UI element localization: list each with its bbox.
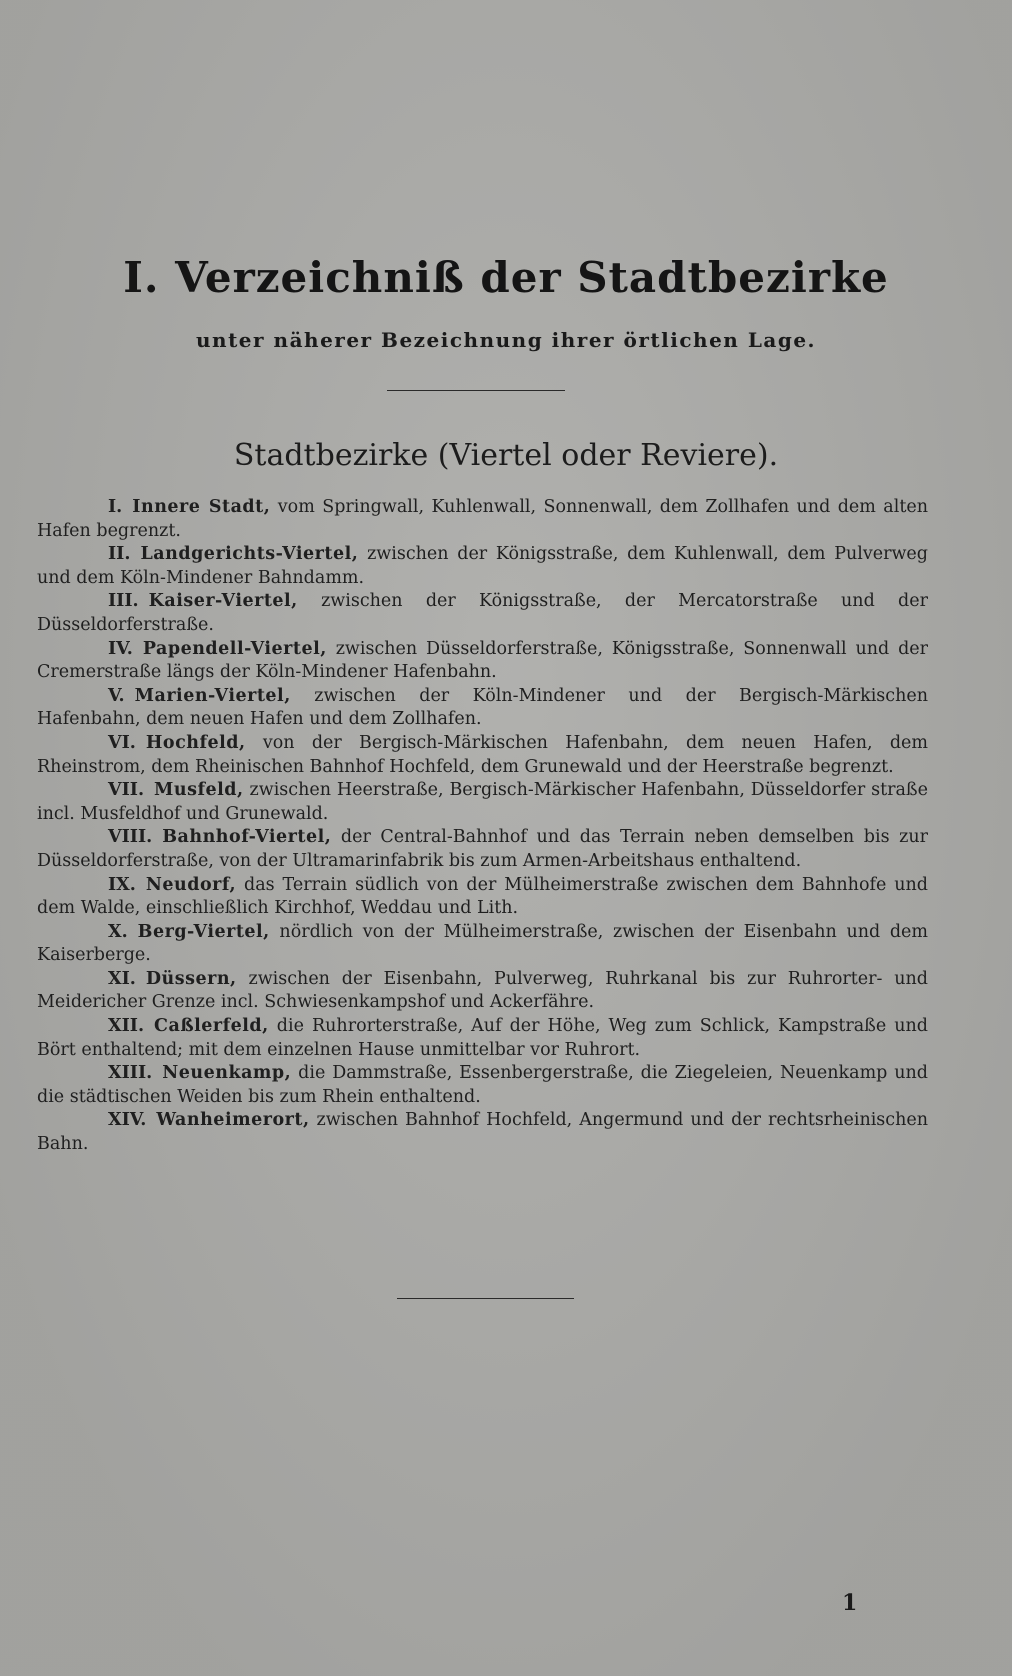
district-entry [37,1015,928,1062]
district-numeral: I. [108,497,123,517]
district-numeral: XIII. [108,1063,153,1084]
section-heading: Stadtbezirke (Viertel oder Reviere). [233,438,779,473]
district-name: Musfeld, [154,780,244,801]
district-numeral: IX. [108,874,136,895]
page-subtitle: unter näherer Bezeichnung ihrer örtlichen Lage. [195,328,817,352]
district-entry [37,1062,928,1109]
top-divider [387,390,565,391]
district-description: zwischen Düsseldorferstraße, Königsstraße, Sonnenwall und der Cremerstraße längs der Köln-Mindener Hafenbahn. [37,638,928,683]
page-title: I. Verzeichniß der Stadtbezirke [123,253,889,302]
district-description: von der Bergisch-Märkischen Hafenbahn, dem neuen Hafen, dem Rheinstrom, dem Rheinischen Bahnhof Hochfeld, dem Grunewald und der Heerstraße begrenzt. [37,732,928,777]
district-name: Hochfeld, [145,732,246,753]
district-description: zwischen Heerstraße, Bergisch-Märkischer Hafenbahn, Düsseldorfer straße incl. Musfeldhof und Grunewald. [37,780,928,824]
district-numeral: II. [108,544,131,565]
district-description: zwischen der Königsstraße, der Mercatorstraße und der Düsseldorferstraße. [37,591,928,635]
district-entry [37,590,928,637]
district-numeral: XII. [108,1016,145,1037]
district-name: Neudorf, [145,874,237,895]
district-numeral: V. [108,685,125,706]
district-name: Berg-Viertel, [137,921,270,942]
district-numeral: X. [108,921,128,942]
district-name: Innere Stadt, [132,497,271,517]
district-numeral: IV. [108,638,133,659]
district-name: Kaiser-Viertel, [148,591,298,612]
district-entry [37,779,928,826]
district-description: die Ruhrorterstraße, Auf der Höhe, Weg zum Schlick, Kampstraße und Bört enthaltend; mit dem einzelnen Hause unmittelbar vor Ruhrort. [37,1016,928,1060]
district-numeral: III. [108,591,139,612]
district-name: Wanheimerort, [156,1110,310,1131]
district-entry [37,732,928,779]
district-entry [37,968,928,1015]
district-numeral: VIII. [108,827,153,848]
district-description: nördlich von der Mülheimerstraße, zwischen der Eisenbahn und dem Kaiserberge. [37,921,928,966]
district-entry [37,921,928,968]
district-name: Bahnhof-Viertel, [162,827,332,848]
district-entry [37,874,928,921]
district-description: das Terrain südlich von der Mülheimerstraße zwischen dem Bahnhofe und dem Walde, einschließlich Kirchhof, Weddau und Lith. [37,874,928,919]
district-entry [37,1109,928,1156]
bottom-divider [397,1298,574,1299]
district-name: Caßlerfeld, [154,1016,269,1037]
district-description: die Dammstraße, Essenbergerstraße, die Ziegeleien, Neuenkamp und die städtischen Weiden bis zum Rhein enthaltend. [37,1063,928,1107]
district-numeral: XI. [108,968,136,989]
district-description: vom Springwall, Kuhlenwall, Sonnenwall, dem Zollhafen und dem alten Hafen begrenzt. [37,497,928,541]
district-entry [37,826,928,873]
district-name: Marien-Viertel, [134,685,291,706]
district-list [37,496,928,1157]
district-name: Papendell-Viertel, [142,638,327,659]
district-numeral: VI. [108,732,136,753]
district-description: zwischen der Köln-Mindener und der Bergisch-Märkischen Hafenbahn, dem neuen Hafen und dem Zollhafen. [37,685,928,730]
district-entry [37,543,928,590]
district-name: Neuenkamp, [162,1063,292,1084]
district-description: zwischen der Eisenbahn, Pulverweg, Ruhrkanal bis zur Ruhrorter- und Meidericher Grenze incl. Schwiesenkampshof und Ackerfähre. [37,968,928,1013]
district-name: Düssern, [145,968,237,989]
district-description: der Central-Bahnhof und das Terrain neben demselben bis zur Düsseldorferstraße, von der Ultramarinfabrik bis zum Armen-Arbeitshaus enthaltend. [37,827,928,871]
page-number: 1 [842,1590,858,1616]
district-description: zwischen der Königsstraße, dem Kuhlenwall, dem Pulverweg und dem Köln-Mindener Bahndamm. [37,544,928,588]
district-numeral: XIV. [108,1110,147,1131]
district-entry [37,638,928,685]
district-numeral: VII. [108,780,145,801]
district-name: Landgerichts-Viertel, [140,544,359,565]
district-entry [37,685,928,732]
district-description: zwischen Bahnhof Hochfeld, Angermund und der rechtsrheinischen Bahn. [37,1110,928,1155]
district-entry [37,496,928,543]
